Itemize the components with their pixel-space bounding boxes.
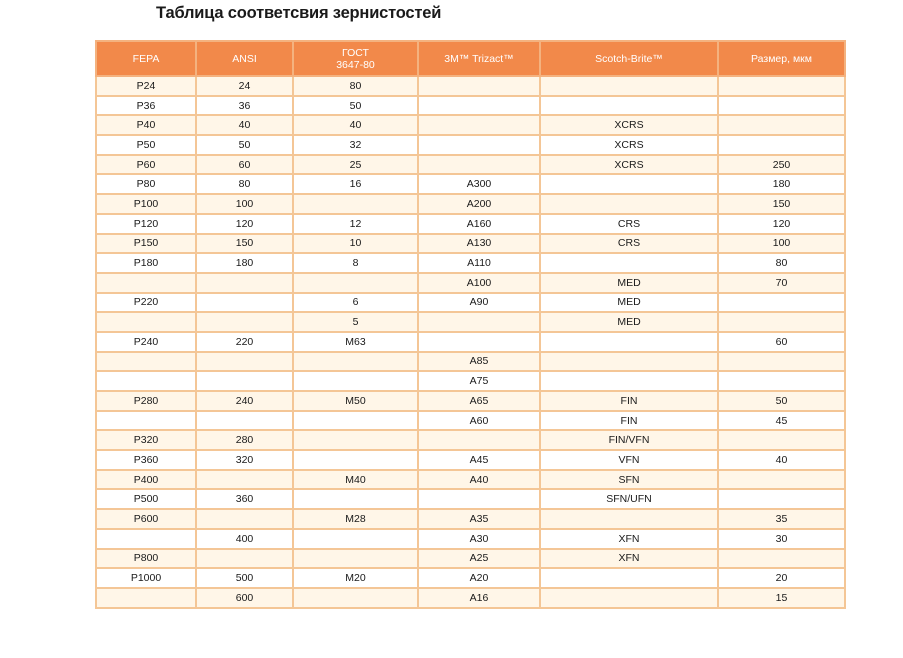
trizact-cell — [418, 76, 540, 96]
scotch-brite-cell: MED — [540, 273, 718, 293]
fepa-cell — [96, 588, 196, 608]
fepa-cell: P50 — [96, 135, 196, 155]
table-row — [96, 312, 845, 332]
scotch-brite-cell: XFN — [540, 549, 718, 569]
trizact-cell — [418, 332, 540, 352]
ansi-cell: 280 — [196, 430, 293, 450]
gost-cell — [293, 450, 418, 470]
table-row — [96, 450, 845, 470]
ansi-cell: 400 — [196, 529, 293, 549]
trizact-cell — [418, 489, 540, 509]
ansi-cell: 120 — [196, 214, 293, 234]
table-row — [96, 96, 845, 116]
gost-cell: 25 — [293, 155, 418, 175]
table-row — [96, 430, 845, 450]
page-title: Таблица соответсвия зернистостей — [156, 4, 442, 22]
column-header-trizact: 3M™ Trizact™ — [418, 41, 540, 76]
trizact-cell: A130 — [418, 234, 540, 254]
table-row — [96, 115, 845, 135]
fepa-cell: P240 — [96, 332, 196, 352]
size-cell — [718, 312, 845, 332]
gost-cell — [293, 549, 418, 569]
scotch-brite-cell — [540, 96, 718, 116]
gost-cell: M50 — [293, 391, 418, 411]
gost-cell: 40 — [293, 115, 418, 135]
ansi-cell — [196, 352, 293, 372]
column-header-size-microns: Размер, мкм — [718, 41, 845, 76]
size-cell — [718, 115, 845, 135]
trizact-cell: A60 — [418, 411, 540, 431]
gost-cell: M40 — [293, 470, 418, 490]
size-cell — [718, 489, 845, 509]
fepa-cell: P60 — [96, 155, 196, 175]
table-row — [96, 470, 845, 490]
gost-cell — [293, 588, 418, 608]
size-cell: 150 — [718, 194, 845, 214]
table-row — [96, 568, 845, 588]
ansi-cell: 24 — [196, 76, 293, 96]
trizact-cell: A75 — [418, 371, 540, 391]
scotch-brite-cell: CRS — [540, 214, 718, 234]
trizact-cell: A30 — [418, 529, 540, 549]
fepa-cell: P80 — [96, 174, 196, 194]
ansi-cell — [196, 371, 293, 391]
table-row — [96, 174, 845, 194]
size-cell — [718, 76, 845, 96]
ansi-cell: 240 — [196, 391, 293, 411]
trizact-cell — [418, 430, 540, 450]
scotch-brite-cell — [540, 253, 718, 273]
gost-cell: M28 — [293, 509, 418, 529]
scotch-brite-cell — [540, 352, 718, 372]
size-cell: 20 — [718, 568, 845, 588]
gost-cell — [293, 352, 418, 372]
trizact-cell: A40 — [418, 470, 540, 490]
table-row — [96, 411, 845, 431]
ansi-cell — [196, 470, 293, 490]
trizact-cell — [418, 96, 540, 116]
ansi-cell: 36 — [196, 96, 293, 116]
ansi-cell: 320 — [196, 450, 293, 470]
scotch-brite-cell: MED — [540, 312, 718, 332]
scotch-brite-cell — [540, 76, 718, 96]
ansi-cell: 360 — [196, 489, 293, 509]
gost-cell — [293, 273, 418, 293]
fepa-cell: P1000 — [96, 568, 196, 588]
scotch-brite-cell: VFN — [540, 450, 718, 470]
fepa-cell: P180 — [96, 253, 196, 273]
scotch-brite-cell: XCRS — [540, 135, 718, 155]
ansi-cell: 150 — [196, 234, 293, 254]
ansi-cell — [196, 273, 293, 293]
size-cell: 180 — [718, 174, 845, 194]
size-cell — [718, 430, 845, 450]
scotch-brite-cell — [540, 509, 718, 529]
ansi-cell: 500 — [196, 568, 293, 588]
table-row — [96, 332, 845, 352]
scotch-brite-cell — [540, 588, 718, 608]
trizact-cell: A16 — [418, 588, 540, 608]
scotch-brite-cell: SFN/UFN — [540, 489, 718, 509]
fepa-cell: P220 — [96, 293, 196, 313]
fepa-cell: P600 — [96, 509, 196, 529]
size-cell — [718, 135, 845, 155]
size-cell: 50 — [718, 391, 845, 411]
size-cell: 120 — [718, 214, 845, 234]
fepa-cell: P800 — [96, 549, 196, 569]
size-cell: 60 — [718, 332, 845, 352]
gost-cell — [293, 430, 418, 450]
size-cell — [718, 293, 845, 313]
trizact-cell: A45 — [418, 450, 540, 470]
table-row — [96, 391, 845, 411]
column-header-ansi: ANSI — [196, 41, 293, 76]
fepa-cell: P100 — [96, 194, 196, 214]
trizact-cell: A200 — [418, 194, 540, 214]
size-cell: 250 — [718, 155, 845, 175]
fepa-cell: P24 — [96, 76, 196, 96]
ansi-cell — [196, 411, 293, 431]
size-cell: 70 — [718, 273, 845, 293]
trizact-cell — [418, 115, 540, 135]
scotch-brite-cell: XCRS — [540, 115, 718, 135]
ansi-cell: 220 — [196, 332, 293, 352]
scotch-brite-cell — [540, 371, 718, 391]
table-row — [96, 273, 845, 293]
size-cell: 80 — [718, 253, 845, 273]
table-header-row — [96, 41, 845, 76]
trizact-cell: A85 — [418, 352, 540, 372]
size-cell: 15 — [718, 588, 845, 608]
trizact-cell — [418, 135, 540, 155]
scotch-brite-cell: SFN — [540, 470, 718, 490]
table-row — [96, 529, 845, 549]
trizact-cell — [418, 155, 540, 175]
gost-cell: M63 — [293, 332, 418, 352]
table-row — [96, 293, 845, 313]
trizact-cell: A35 — [418, 509, 540, 529]
fepa-cell: P150 — [96, 234, 196, 254]
table-row — [96, 234, 845, 254]
table-row — [96, 253, 845, 273]
fepa-cell — [96, 273, 196, 293]
grit-table — [95, 40, 846, 609]
trizact-cell: A160 — [418, 214, 540, 234]
table-row — [96, 76, 845, 96]
scotch-brite-cell — [540, 174, 718, 194]
gost-cell: 16 — [293, 174, 418, 194]
gost-cell: 80 — [293, 76, 418, 96]
gost-cell: 5 — [293, 312, 418, 332]
table-row — [96, 135, 845, 155]
fepa-cell — [96, 312, 196, 332]
size-cell — [718, 352, 845, 372]
size-cell: 35 — [718, 509, 845, 529]
size-cell: 100 — [718, 234, 845, 254]
table-body — [96, 76, 845, 608]
ansi-cell — [196, 293, 293, 313]
scotch-brite-cell: FIN/VFN — [540, 430, 718, 450]
trizact-cell: A65 — [418, 391, 540, 411]
ansi-cell: 100 — [196, 194, 293, 214]
fepa-cell: P36 — [96, 96, 196, 116]
column-header-gost: ГОСТ 3647-80 — [293, 41, 418, 76]
trizact-cell: A300 — [418, 174, 540, 194]
table-row — [96, 371, 845, 391]
size-cell — [718, 371, 845, 391]
column-header-scotch-brite: Scotch-Brite™ — [540, 41, 718, 76]
scotch-brite-cell — [540, 332, 718, 352]
scotch-brite-cell: FIN — [540, 391, 718, 411]
ansi-cell — [196, 509, 293, 529]
ansi-cell: 600 — [196, 588, 293, 608]
scotch-brite-cell: FIN — [540, 411, 718, 431]
fepa-cell: P320 — [96, 430, 196, 450]
gost-cell: 10 — [293, 234, 418, 254]
gost-cell: 50 — [293, 96, 418, 116]
fepa-cell — [96, 371, 196, 391]
gost-cell: 32 — [293, 135, 418, 155]
ansi-cell: 50 — [196, 135, 293, 155]
trizact-cell: A90 — [418, 293, 540, 313]
table-row — [96, 214, 845, 234]
ansi-cell: 60 — [196, 155, 293, 175]
size-cell: 45 — [718, 411, 845, 431]
size-cell — [718, 96, 845, 116]
gost-cell: 12 — [293, 214, 418, 234]
trizact-cell: A110 — [418, 253, 540, 273]
fepa-cell: P500 — [96, 489, 196, 509]
scotch-brite-cell: XFN — [540, 529, 718, 549]
ansi-cell — [196, 312, 293, 332]
fepa-cell — [96, 352, 196, 372]
scotch-brite-cell: MED — [540, 293, 718, 313]
table-row — [96, 489, 845, 509]
gost-cell: M20 — [293, 568, 418, 588]
table-row — [96, 352, 845, 372]
table-row — [96, 509, 845, 529]
trizact-cell — [418, 312, 540, 332]
fepa-cell: P360 — [96, 450, 196, 470]
gost-cell — [293, 529, 418, 549]
size-cell: 30 — [718, 529, 845, 549]
size-cell — [718, 470, 845, 490]
fepa-cell: P120 — [96, 214, 196, 234]
size-cell — [718, 549, 845, 569]
ansi-cell: 40 — [196, 115, 293, 135]
ansi-cell: 180 — [196, 253, 293, 273]
scotch-brite-cell — [540, 568, 718, 588]
table-row — [96, 194, 845, 214]
fepa-cell — [96, 529, 196, 549]
size-cell: 40 — [718, 450, 845, 470]
scotch-brite-cell — [540, 194, 718, 214]
table-row — [96, 155, 845, 175]
scotch-brite-cell: CRS — [540, 234, 718, 254]
fepa-cell — [96, 411, 196, 431]
fepa-cell: P40 — [96, 115, 196, 135]
gost-cell — [293, 371, 418, 391]
gost-cell: 6 — [293, 293, 418, 313]
scotch-brite-cell: XCRS — [540, 155, 718, 175]
gost-cell: 8 — [293, 253, 418, 273]
table-row — [96, 549, 845, 569]
ansi-cell — [196, 549, 293, 569]
table-row — [96, 588, 845, 608]
trizact-cell: A20 — [418, 568, 540, 588]
ansi-cell: 80 — [196, 174, 293, 194]
gost-cell — [293, 194, 418, 214]
fepa-cell: P400 — [96, 470, 196, 490]
trizact-cell: A25 — [418, 549, 540, 569]
column-header-fepa: FEPA — [96, 41, 196, 76]
trizact-cell: A100 — [418, 273, 540, 293]
gost-cell — [293, 411, 418, 431]
gost-cell — [293, 489, 418, 509]
fepa-cell: P280 — [96, 391, 196, 411]
